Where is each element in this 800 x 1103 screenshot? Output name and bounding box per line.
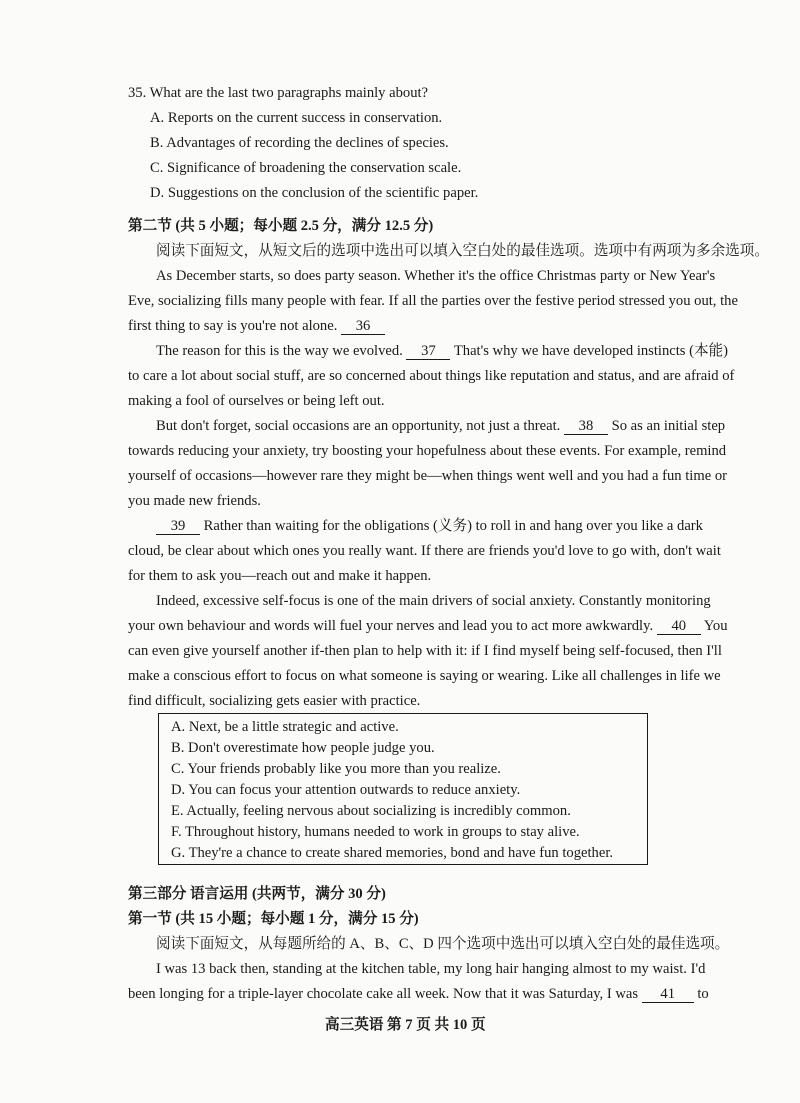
part3-line2: been longing for a triple-layer chocolate cake all week. Now that it was Saturday, I was 41 to: [128, 986, 709, 1002]
section2-instruction: 阅读下面短文，从短文后的选项中选出可以填入空白处的最佳选项。选项中有两项为多余选项。: [156, 243, 769, 259]
blank-39: 39: [156, 519, 200, 535]
blank-40: 40: [657, 619, 701, 635]
part3-instruction: 阅读下面短文，从每题所给的 A、B、C、D 四个选项中选出可以填入空白处的最佳选项。: [156, 936, 730, 952]
section2-heading: 第二节 (共 5 小题；每小题 2.5 分，满分 12.5 分): [128, 218, 434, 234]
p4-line3: for them to ask you—reach out and make it happen.: [128, 568, 432, 584]
choice-c: C. Your friends probably like you more than you realize.: [171, 761, 501, 777]
part3-heading: 第三部分 语言运用 (共两节，满分 30 分): [128, 886, 386, 902]
q35-option-c: C. Significance of broadening the conservation scale.: [150, 160, 462, 176]
p3-line1: But don't forget, social occasions are an opportunity, not just a threat. 38 So as an initial step: [156, 418, 726, 434]
p1-line1: As December starts, so does party season. Whether it's the office Christmas party or New Year's: [156, 268, 716, 284]
choice-g: G. They're a chance to create shared memories, bond and have fun together.: [171, 845, 614, 861]
choice-b: B. Don't overestimate how people judge you.: [171, 740, 435, 756]
q35-option-a: A. Reports on the current success in conservation.: [150, 110, 443, 126]
p5-line5: find difficult, socializing gets easier with practice.: [128, 693, 421, 709]
choice-e: E. Actually, feeling nervous about socializing is incredibly common.: [171, 803, 571, 819]
p4-line1: 39 Rather than waiting for the obligations (义务) to roll in and hang over you like a dark: [156, 517, 703, 535]
p2-line2: to care a lot about social stuff, are so concerned about things like reputation and status, and are afraid of: [128, 368, 735, 384]
p3-line4: you made new friends.: [128, 493, 261, 509]
q35-option-b: B. Advantages of recording the declines of species.: [150, 135, 449, 151]
choice-d: D. You can focus your attention outwards to reduce anxiety.: [171, 782, 521, 798]
p1-line3: first thing to say is you're not alone. 36: [128, 317, 385, 335]
q35-stem: 35. What are the last two paragraphs mainly about?: [128, 85, 429, 101]
part3-subheading: 第一节 (共 15 小题；每小题 1 分，满分 15 分): [128, 911, 419, 927]
p1-line2: Eve, socializing fills many people with fear. If all the parties over the festive period stressed you out, the: [128, 293, 738, 309]
blank-36: 36: [341, 319, 385, 335]
p5-line2: your own behaviour and words will fuel your nerves and lead you to act more awkwardly. 40 You: [128, 618, 728, 634]
choice-a: A. Next, be a little strategic and active.: [171, 719, 399, 735]
page-footer: 高三英语 第 7 页 共 10 页: [325, 1017, 486, 1033]
choice-f: F. Throughout history, humans needed to work in groups to stay alive.: [171, 824, 580, 840]
p5-line3: can even give yourself another if-then plan to help with it: if I find myself being self-focused, then I'll: [128, 643, 722, 659]
options-box: [158, 713, 648, 865]
q35-option-d: D. Suggestions on the conclusion of the scientific paper.: [150, 185, 479, 201]
p2-line1: The reason for this is the way we evolved. 37 That's why we have developed instincts (本能): [156, 343, 729, 359]
p3-line2: towards reducing your anxiety, try boosting your hopefulness about these events. For example, remind: [128, 443, 727, 459]
blank-37: 37: [406, 344, 450, 360]
p5-line1: Indeed, excessive self-focus is one of the main drivers of social anxiety. Constantly monitoring: [156, 593, 711, 609]
part3-line1: I was 13 back then, standing at the kitchen table, my long hair hanging almost to my waist. I'd: [156, 961, 706, 977]
p4-line2: cloud, be clear about which ones you really want. If there are friends you'd love to go with, don't wait: [128, 543, 721, 559]
blank-38: 38: [564, 419, 608, 435]
p2-line3: making a fool of ourselves or being left out.: [128, 393, 385, 409]
blank-41: 41: [642, 987, 694, 1003]
p3-line3: yourself of occasions—however rare they might be—when things went well and you had a fun time or: [128, 468, 727, 484]
p5-line4: make a conscious effort to focus on what someone is saying or wearing. Like all challenges in life we: [128, 668, 721, 684]
